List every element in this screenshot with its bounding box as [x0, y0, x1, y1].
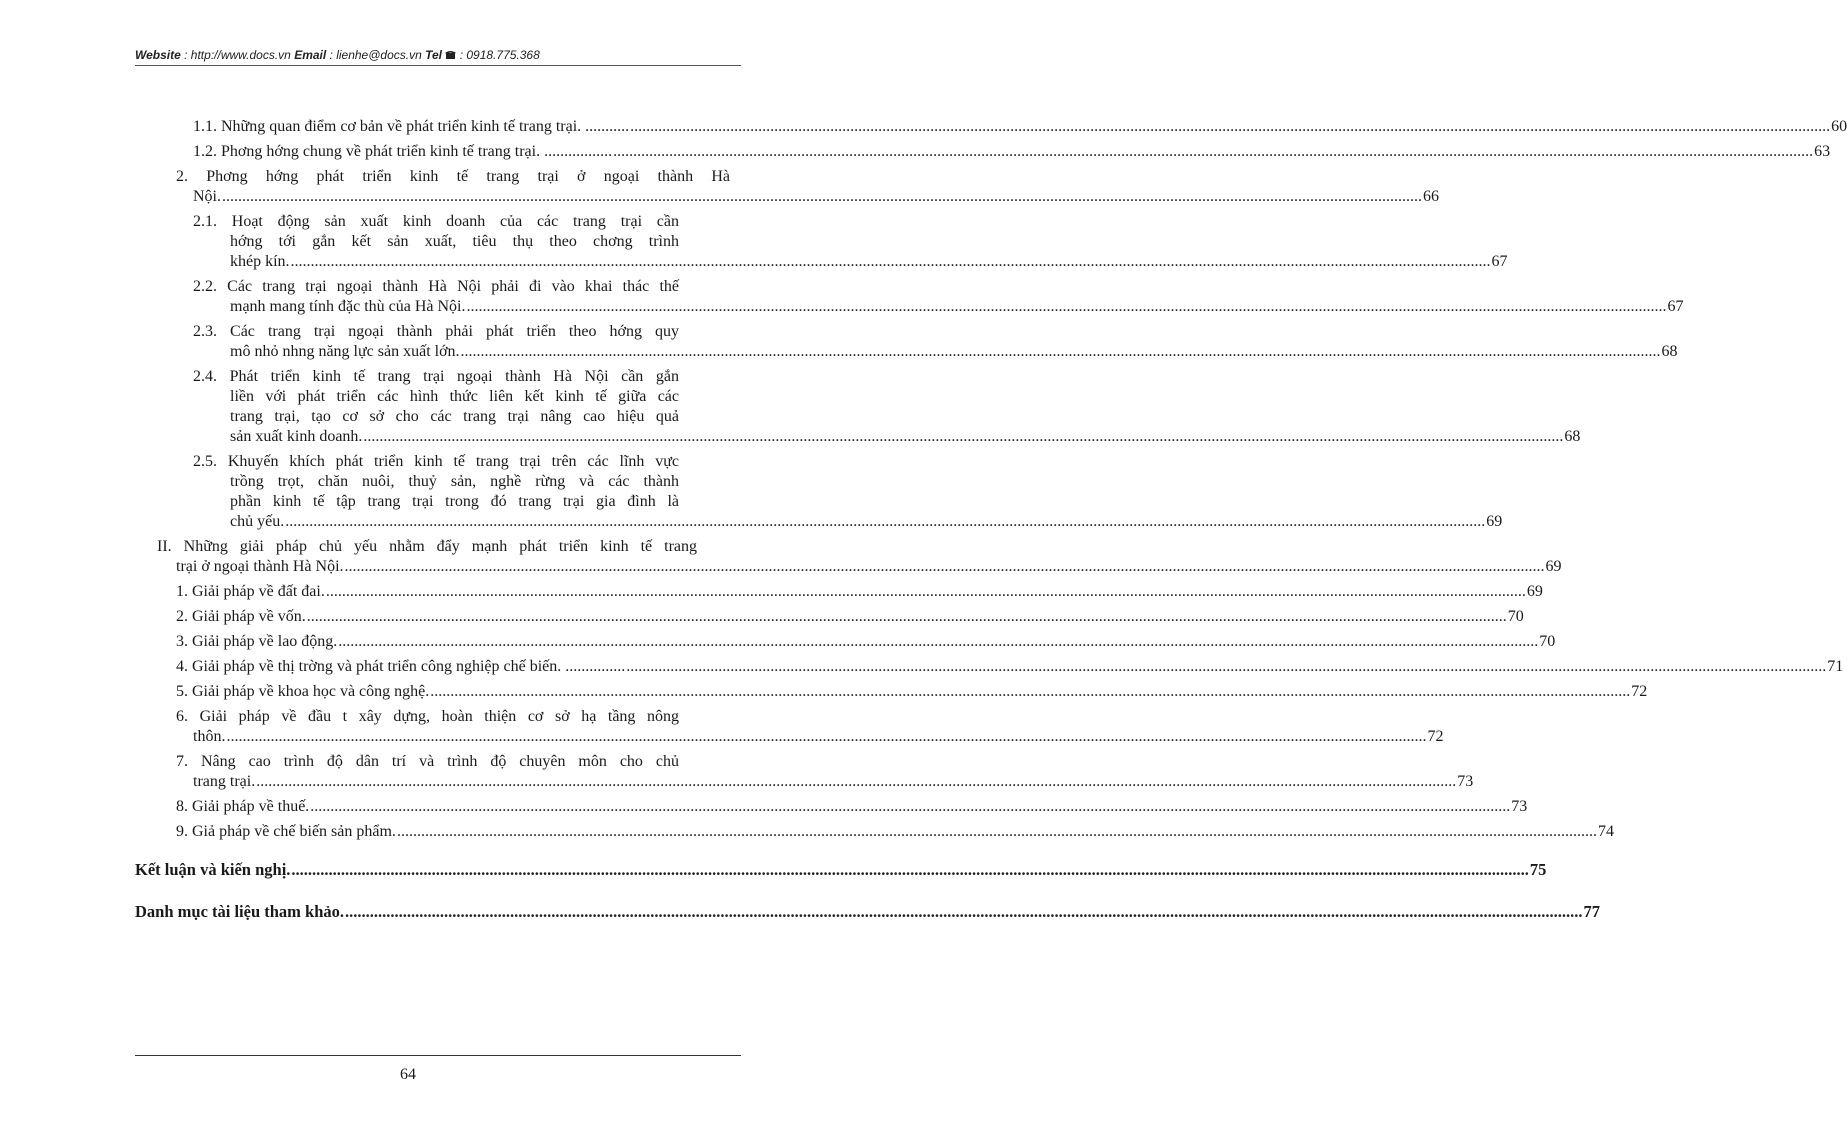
toc-entry-text: 2.5. Khuyến khích phát triển kinh tế trang trại trên các lĩnh vực — [193, 453, 679, 470]
toc-entry-text: Kết luận và kiến nghị. — [135, 860, 291, 879]
toc-entry[interactable] — [0, 212, 1508, 272]
toc-entry[interactable] — [0, 607, 1524, 627]
dot-leader: ............................................................................................................................................................................................................................................................................................................ — [222, 188, 1422, 205]
dot-leader: ............................................................................................................................................................................................................................................................................................................ — [396, 823, 1597, 840]
table-of-contents — [0, 117, 1847, 927]
tel-number: : 0918.775.368 — [456, 48, 540, 62]
toc-entry[interactable] — [0, 632, 1556, 652]
toc-page-number: 66 — [1423, 188, 1439, 205]
dot-leader: ............................................................................................................................................................................................................................................................................................................ — [226, 728, 1427, 745]
toc-entry-text: mô nhỏ nhng năng lực sản xuất lớn. — [230, 343, 460, 360]
dot-leader: ............................................................................................................................................................................................................................................................................................................ — [430, 683, 1631, 700]
toc-entry-text: sản xuất kinh doanh. — [230, 428, 363, 445]
dot-leader: ............................................................................................................................................................................................................................................................................................................ — [626, 658, 1827, 675]
toc-entry[interactable] — [0, 537, 1562, 577]
toc-entry-text: hớng tới gắn kết sản xuất, tiêu thụ theo chơng trình — [230, 233, 679, 250]
toc-entry-text: mạnh mang tính đặc thù của Hà Nội. — [230, 298, 466, 315]
toc-page-number: 72 — [1631, 683, 1648, 700]
toc-page-number: 60 — [1831, 118, 1847, 135]
toc-entry-text: khép kín. — [230, 253, 290, 270]
toc-entry-text: 4. Giải pháp về thị trờng và phát triển công nghiệp chế biến. ............... — [176, 658, 626, 675]
toc-entry-text: 2.3. Các trang trại ngoại thành phải phát triển theo hớng quy — [193, 323, 679, 340]
toc-entry-text: thôn. — [193, 728, 226, 745]
dot-leader: ............................................................................................................................................................................................................................................................................................................ — [630, 118, 1831, 135]
toc-entry-text: 1.2. Phơng hớng chung về phát triển kinh tế trang trại. ................. — [193, 143, 613, 160]
toc-page-number: 67 — [1667, 298, 1684, 315]
toc-entry[interactable] — [0, 797, 1528, 817]
toc-page-number: 67 — [1491, 253, 1508, 270]
website-label: Website — [135, 48, 181, 62]
dot-leader: ............................................................................................................................................................................................................................................................................................................ — [338, 633, 1539, 650]
toc-entry-text: 7. Nâng cao trình độ dân trí và trình độ chuyên môn cho chủ — [176, 753, 679, 770]
dot-leader: ............................................................................................................................................................................................................................................................................................................ — [310, 798, 1511, 815]
toc-entry-text: liền với phát triển các hình thức liên kết kinh tế giữa các — [230, 388, 679, 405]
toc-entry[interactable] — [0, 682, 1648, 702]
toc-entry[interactable] — [0, 277, 1684, 317]
toc-entry[interactable] — [0, 752, 1474, 792]
toc-entry[interactable] — [0, 707, 1444, 747]
toc-entry-text: Nội. — [193, 188, 221, 205]
dot-leader: ............................................................................................................................................................................................................................................................................................................ — [285, 513, 1486, 530]
toc-entry-text: 6. Giải pháp về đầu t xây dựng, hoàn thiện cơ sở hạ tầng nông — [176, 708, 679, 725]
dot-leader: ............................................................................................................................................................................................................................................................................................................ — [613, 143, 1814, 160]
toc-entry-text: 8. Giải pháp về thuế. — [176, 798, 310, 815]
toc-entry-text: 1.1. Những quan điểm cơ bản về phát triển kinh tế trang trại. ........... — [193, 118, 630, 135]
dot-leader: ............................................................................................................................................................................................................................................................................................................ — [345, 902, 1583, 921]
page-header — [135, 48, 741, 66]
toc-entry-text: trại ở ngoại thành Hà Nội. — [176, 558, 344, 575]
toc-entry-text: 5. Giải pháp về khoa học và công nghệ. — [176, 683, 430, 700]
toc-page-number: 77 — [1583, 902, 1601, 921]
toc-page-number: 69 — [1545, 558, 1562, 575]
toc-entry-text: 2.2. Các trang trại ngoại thành Hà Nội phải đi vào khai thác thế — [193, 278, 679, 295]
toc-entry[interactable] — [0, 452, 1503, 532]
toc-page-number: 71 — [1827, 658, 1844, 675]
email-label: Email — [294, 48, 327, 62]
toc-entry-text: 2.4. Phát triển kinh tế trang trại ngoại thành Hà Nội cần gắn — [193, 368, 679, 385]
toc-entry-text: 1. Giải pháp về đất đai. — [176, 583, 325, 600]
toc-entry[interactable] — [0, 117, 1847, 137]
tel-label: Tel — [425, 48, 443, 62]
footer-divider — [135, 1055, 741, 1056]
toc-page-number: 72 — [1427, 728, 1444, 745]
toc-entry[interactable] — [0, 822, 1614, 842]
toc-page-number: 63 — [1814, 143, 1831, 160]
toc-entry-text: 9. Giả pháp về chế biến sản phẩm. — [176, 823, 396, 840]
toc-entry-text: chủ yếu. — [230, 513, 285, 530]
dot-leader: ............................................................................................................................................................................................................................................................................................................ — [256, 773, 1457, 790]
toc-entry-text: 2.1. Hoạt động sản xuất kinh doanh của các trang trại cần — [193, 213, 679, 230]
toc-entry-text: trang trại. — [193, 773, 256, 790]
email-address: : lienhe@docs.vn — [326, 48, 426, 62]
toc-entry-text: Danh mục tài liệu tham khảo. — [135, 902, 345, 921]
toc-page-number: 69 — [1486, 513, 1503, 530]
toc-page-number: 74 — [1597, 823, 1614, 840]
page-number: 64 — [400, 1066, 416, 1083]
toc-page-number: 73 — [1511, 798, 1528, 815]
toc-entry-text: 2. Giải pháp về vốn. — [176, 608, 306, 625]
toc-page-number: 70 — [1539, 633, 1556, 650]
toc-page-number: 69 — [1526, 583, 1543, 600]
toc-entry-text: 2. Phơng hớng phát triển kinh tế trang trại ở ngoại thành Hà — [176, 168, 730, 185]
toc-entry[interactable] — [0, 902, 1601, 922]
toc-entry-text: II. Những giải pháp chủ yếu nhằm đẩy mạnh phát triển kinh tế trang — [157, 538, 697, 555]
dot-leader: ............................................................................................................................................................................................................................................................................................................ — [344, 558, 1545, 575]
phone-icon — [445, 50, 456, 60]
toc-entry[interactable] — [0, 860, 1547, 880]
dot-leader: ............................................................................................................................................................................................................................................................................................................ — [290, 253, 1491, 270]
dot-leader: ............................................................................................................................................................................................................................................................................................................ — [466, 298, 1667, 315]
toc-entry-text: trang trại, tạo cơ sở cho các trang trại nâng cao hiệu quả — [230, 408, 679, 425]
toc-entry-text: trồng trọt, chăn nuôi, thuỷ sản, nghề rừng và các thành — [230, 473, 679, 490]
website-url: : http://www.docs.vn — [180, 48, 295, 62]
toc-entry[interactable] — [0, 657, 1844, 677]
dot-leader: ............................................................................................................................................................................................................................................................................................................ — [325, 583, 1526, 600]
toc-entry[interactable] — [0, 367, 1581, 447]
toc-entry[interactable] — [0, 167, 1439, 207]
toc-page-number: 73 — [1457, 773, 1474, 790]
toc-entry[interactable] — [0, 142, 1831, 162]
toc-page-number: 75 — [1529, 860, 1547, 879]
toc-entry-text: 3. Giải pháp về lao động. — [176, 633, 338, 650]
dot-leader: ............................................................................................................................................................................................................................................................................................................ — [460, 343, 1661, 360]
toc-page-number: 68 — [1564, 428, 1581, 445]
toc-page-number: 70 — [1507, 608, 1524, 625]
dot-leader: ............................................................................................................................................................................................................................................................................................................ — [291, 860, 1529, 879]
toc-entry-text: phần kinh tế tập trang trại trong đó trang trại gia đình là — [230, 493, 679, 510]
toc-entry[interactable] — [0, 322, 1678, 362]
dot-leader: ............................................................................................................................................................................................................................................................................................................ — [306, 608, 1507, 625]
dot-leader: ............................................................................................................................................................................................................................................................................................................ — [363, 428, 1564, 445]
toc-entry[interactable] — [0, 582, 1543, 602]
toc-page-number: 68 — [1661, 343, 1678, 360]
